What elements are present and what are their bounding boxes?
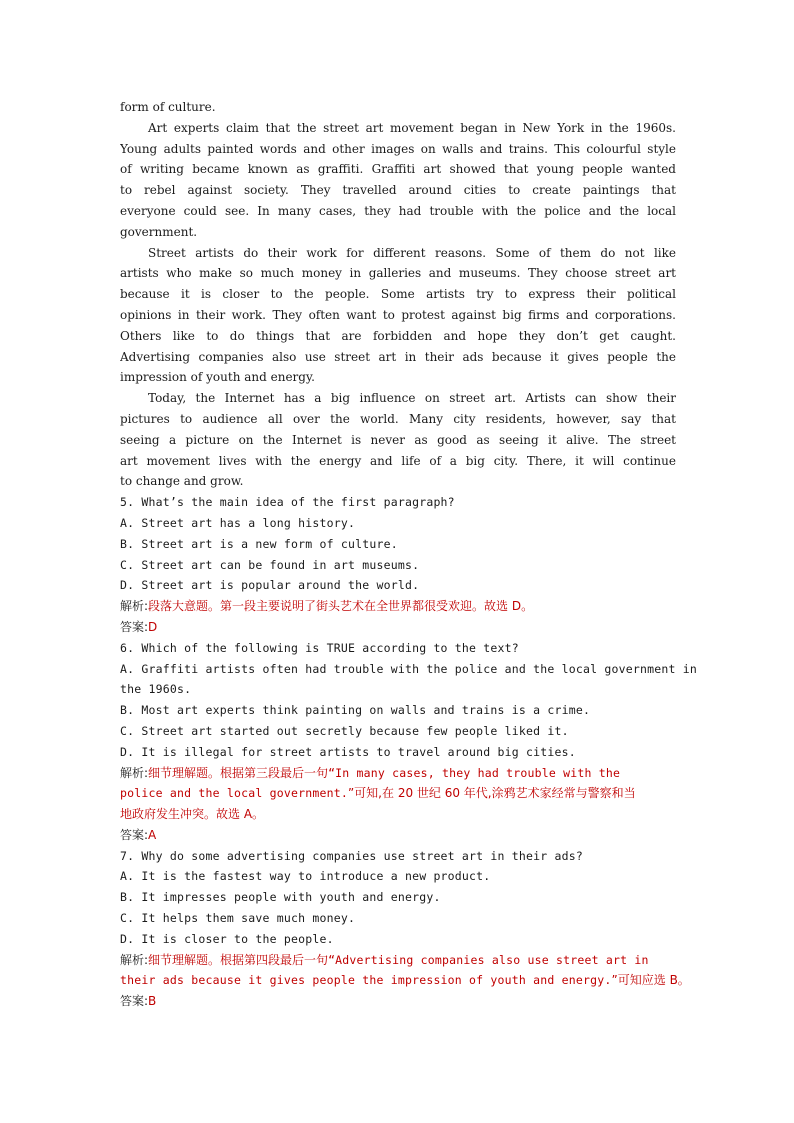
answer-value: B xyxy=(148,994,157,1009)
paragraph-line: Street artists do their work for different reasons. Some of them do not like xyxy=(148,245,676,260)
answer xyxy=(120,825,676,846)
analysis-line xyxy=(120,804,676,825)
option-b: B. Most art experts think painting on walls and trains is a crime. xyxy=(120,703,591,718)
analysis-quote: their ads because it gives people the impression of youth and energy. xyxy=(120,973,612,988)
paragraph-line: everyone could see. In many cases, they had trouble with the police and the local xyxy=(120,203,676,218)
paragraph-line: because it is closer to the people. Some artists try to express their political xyxy=(120,287,676,302)
analysis-text: 地政府发生冲突。故选 A。 xyxy=(120,807,265,822)
paragraph-line: seeing a picture on the Internet is never as good as seeing it alive. The street xyxy=(120,432,676,447)
analysis-text: ”可知,在 20 世纪 60 年代,涂鸦艺术家经常与警察和当 xyxy=(347,786,636,801)
paragraph-line: art movement lives with the energy and life of a big city. There, it will continue xyxy=(120,453,676,468)
paragraph-2 xyxy=(120,243,676,389)
paragraph-line: government. xyxy=(120,224,198,239)
paragraph-3 xyxy=(120,388,676,492)
paragraph-line: to change and grow. xyxy=(120,474,244,489)
paragraph-line: of writing became known as graffiti. Graffiti art showed that young people wanted xyxy=(120,162,676,177)
answer-value: D xyxy=(148,619,158,634)
paragraph-1 xyxy=(120,118,676,243)
question-7 xyxy=(120,846,690,1012)
answer-label: 答案: xyxy=(120,994,149,1009)
paragraph-line: Art experts claim that the street art movement began in New York in the 1960s. xyxy=(148,120,676,135)
analysis xyxy=(120,596,676,617)
option-d: D. Street art is popular around the world. xyxy=(120,578,420,593)
option-b: B. It impresses people with youth and energy. xyxy=(120,890,441,905)
answer-value: A xyxy=(148,827,157,842)
option-a: A. It is the fastest way to introduce a new product. xyxy=(120,869,491,884)
option-c: C. It helps them save much money. xyxy=(120,911,356,926)
document-page xyxy=(120,97,698,1012)
paragraph-line: Today, the Internet has a big influence on street art. Artists can show their xyxy=(148,391,676,406)
answer-label: 答案: xyxy=(120,827,149,842)
question-stem: 5. What’s the main idea of the first paragraph? xyxy=(120,495,455,510)
option-a: A. Graffiti artists often had trouble with the police and the local government in xyxy=(120,661,698,676)
analysis-line xyxy=(120,783,676,804)
paragraph-line: impression of youth and energy. xyxy=(120,370,315,385)
analysis-quote: “In many cases, they had trouble with the xyxy=(328,765,621,780)
paragraph-line: artists who make so much money in galleries and museums. They choose street art xyxy=(120,266,676,281)
answer-label: 答案: xyxy=(120,619,149,634)
option-d: D. It is closer to the people. xyxy=(120,931,334,946)
paragraph-line: Others like to do things that are forbidden and hope they don’t get caught. xyxy=(120,328,676,343)
analysis xyxy=(120,763,676,784)
question-stem: 7. Why do some advertising companies use street art in their ads? xyxy=(120,848,584,863)
paragraph-0-line: form of culture. xyxy=(120,100,216,114)
analysis xyxy=(120,950,676,971)
option-d: D. It is illegal for street artists to travel around big cities. xyxy=(120,744,576,759)
analysis-label: 解析: xyxy=(120,952,149,967)
analysis-text: 细节理解题。根据第三段最后一句 xyxy=(148,765,329,780)
option-a: A. Street art has a long history. xyxy=(120,515,356,530)
analysis-text: ”可知应选 B。 xyxy=(611,973,690,988)
analysis-label: 解析: xyxy=(120,765,149,780)
analysis-quote: police and the local government. xyxy=(120,786,348,801)
paragraph-line: to rebel against society. They travelled around cities to create paintings that xyxy=(120,183,676,198)
analysis-text: 段落大意题。第一段主要说明了街头艺术在全世界都很受欢迎。故选 D。 xyxy=(148,599,534,614)
paragraph-line: pictures to audience all over the world. Many city residents, however, say that xyxy=(120,411,676,426)
paragraph-line: Young adults painted words and other images on walls and trains. This colourful style xyxy=(120,141,676,156)
question-6 xyxy=(120,638,698,846)
option-c: C. Street art can be found in art museums. xyxy=(120,557,420,572)
option-a-continued: the 1960s. xyxy=(120,682,192,697)
option-b: B. Street art is a new form of culture. xyxy=(120,536,398,551)
analysis-line xyxy=(120,970,690,991)
answer xyxy=(120,617,676,638)
answer xyxy=(120,991,676,1012)
paragraph-line: Advertising companies also use street art in their ads because it gives people the xyxy=(120,349,676,364)
analysis-text: 细节理解题。根据第四段最后一句 xyxy=(148,952,329,967)
paragraph-line: opinions in their work. They often want to protest against big firms and corporations. xyxy=(120,307,676,322)
question-stem: 6. Which of the following is TRUE according to the text? xyxy=(120,640,519,655)
option-c: C. Street art started out secretly because few people liked it. xyxy=(120,723,569,738)
analysis-quote: “Advertising companies also use street art in xyxy=(328,952,649,967)
question-5 xyxy=(120,492,676,638)
analysis-label: 解析: xyxy=(120,599,149,614)
